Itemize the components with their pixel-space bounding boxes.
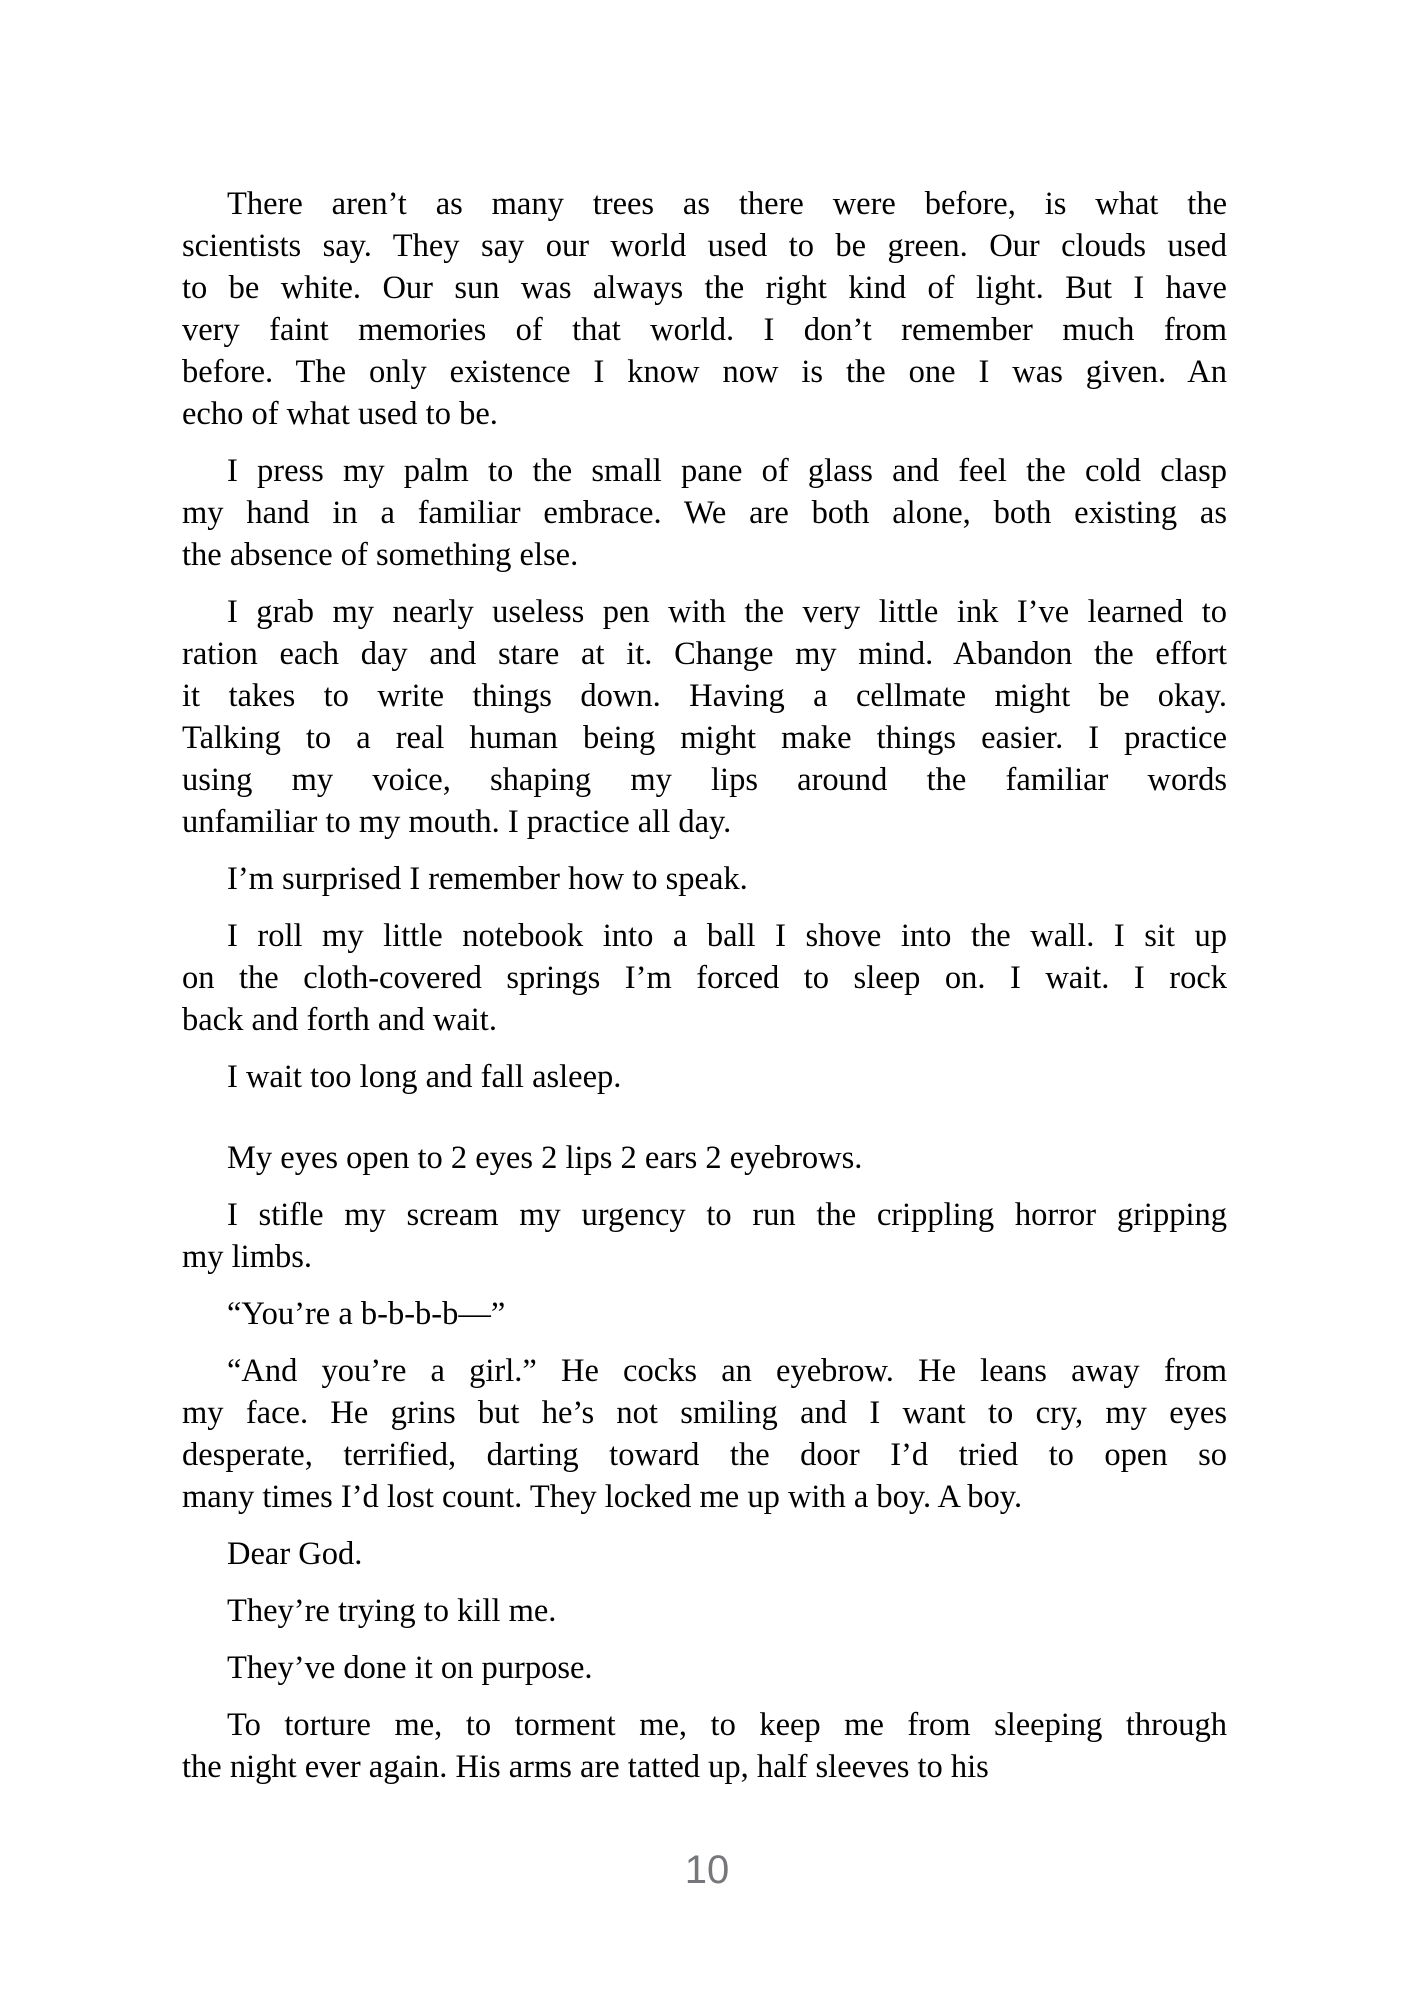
text-line: many times I’d lost count. They locked me up with a boy. A boy.: [182, 1479, 1023, 1515]
text-line: To torture me, to torment me, to keep me from sleeping through: [227, 1707, 1227, 1743]
text-line: unfamiliar to my mouth. I practice all day.: [182, 804, 732, 840]
text-line: I roll my little notebook into a ball I shove into the wall. I sit up: [227, 918, 1227, 954]
text-line: I’m surprised I remember how to speak.: [227, 861, 748, 897]
text-line: I stifle my scream my urgency to run the crippling horror gripping: [227, 1197, 1227, 1233]
text-line: They’re trying to kill me.: [227, 1593, 557, 1629]
paragraph: [182, 858, 1227, 900]
text-line: I wait too long and fall asleep.: [227, 1059, 622, 1095]
paragraph: [182, 1647, 1227, 1689]
text-line: using my voice, shaping my lips around the familiar words: [182, 762, 1227, 798]
paragraph: [182, 1194, 1227, 1278]
paragraph: [182, 1590, 1227, 1632]
text-line: They’ve done it on purpose.: [227, 1650, 593, 1686]
text-line: on the cloth-covered springs I’m forced to sleep on. I wait. I rock: [182, 960, 1227, 996]
text-line: I press my palm to the small pane of glass and feel the cold clasp: [227, 453, 1227, 489]
text-line: “You’re a b-b-b-b—”: [227, 1296, 506, 1332]
text-line: ration each day and stare at it. Change my mind. Abandon the effort: [182, 636, 1227, 672]
text-line: I grab my nearly useless pen with the very little ink I’ve learned to: [227, 594, 1227, 630]
text-line: Dear God.: [227, 1536, 363, 1572]
paragraph: [182, 1056, 1227, 1098]
page-number: 10: [684, 1848, 730, 1892]
text-line: scientists say. They say our world used to be green. Our clouds used: [182, 228, 1227, 264]
paragraph: [182, 183, 1227, 435]
text-line: my hand in a familiar embrace. We are both alone, both existing as: [182, 495, 1227, 531]
text-line: “And you’re a girl.” He cocks an eyebrow. He leans away from: [227, 1353, 1227, 1389]
paragraph: [182, 1704, 1227, 1788]
text-line: my limbs.: [182, 1239, 313, 1275]
paragraph: [182, 915, 1227, 1041]
paragraph: [182, 1350, 1227, 1518]
text-line: echo of what used to be.: [182, 396, 498, 432]
text-line: before. The only existence I know now is the one I was given. An: [182, 354, 1227, 390]
paragraph: [182, 591, 1227, 843]
text-line: back and forth and wait.: [182, 1002, 497, 1038]
text-line: desperate, terrified, darting toward the door I’d tried to open so: [182, 1437, 1227, 1473]
text-line: my face. He grins but he’s not smiling and I want to cry, my eyes: [182, 1395, 1227, 1431]
text-line: very faint memories of that world. I don’t remember much from: [182, 312, 1227, 348]
text-line: it takes to write things down. Having a cellmate might be okay.: [182, 678, 1227, 714]
text-line: Talking to a real human being might make things easier. I practice: [182, 720, 1227, 756]
text-line: There aren’t as many trees as there were before, is what the: [227, 186, 1227, 222]
text-line: to be white. Our sun was always the right kind of light. But I have: [182, 270, 1227, 306]
text-line: the absence of something else.: [182, 537, 579, 573]
text-line: My eyes open to 2 eyes 2 lips 2 ears 2 eyebrows.: [227, 1140, 863, 1176]
paragraph: [182, 450, 1227, 576]
paragraph: [182, 1533, 1227, 1575]
text-line: the night ever again. His arms are tatted up, half sleeves to his: [182, 1749, 989, 1785]
paragraph: [182, 1293, 1227, 1335]
paragraph-after-scene-break: [182, 1137, 1227, 1179]
